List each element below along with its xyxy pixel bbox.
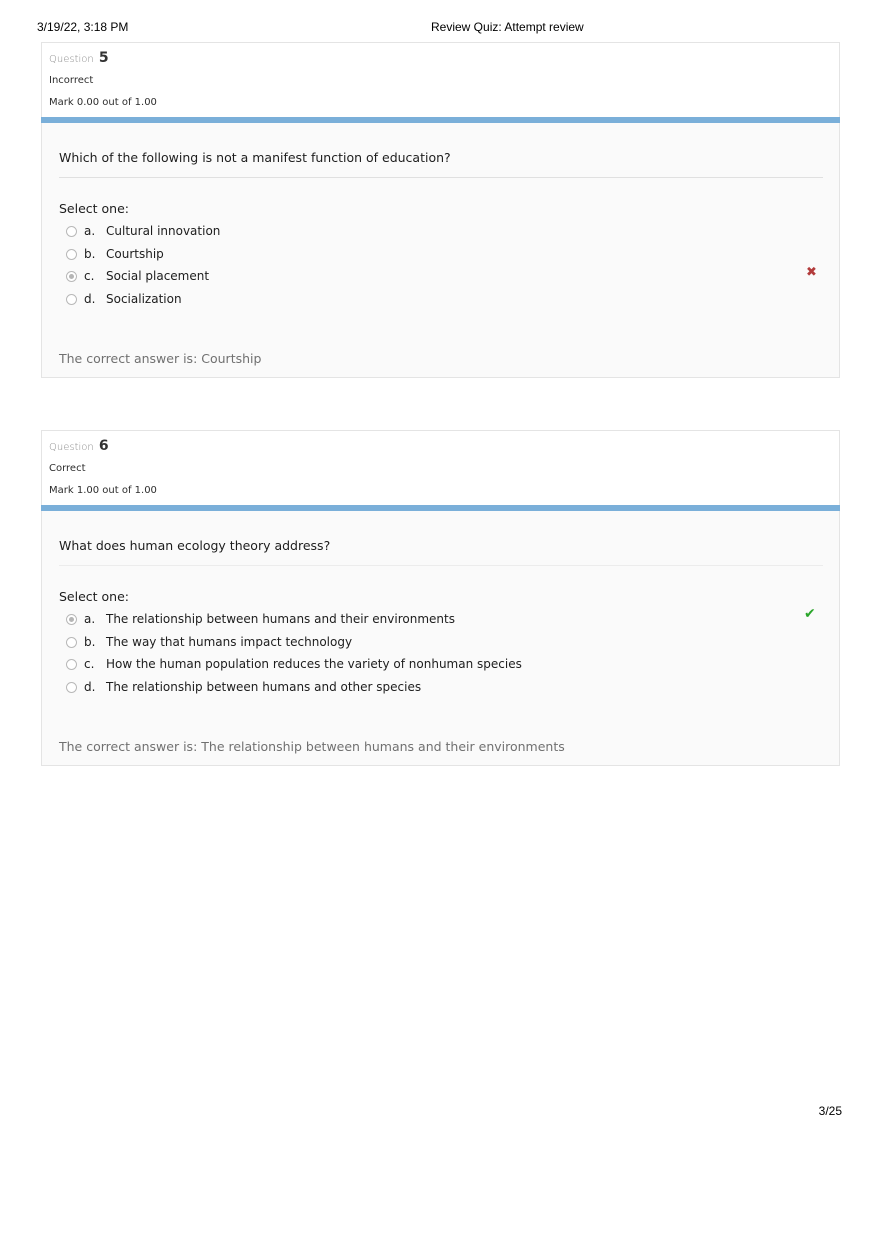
answer-letter: b. [84,246,96,261]
print-title: Review Quiz: Attempt review [431,20,584,34]
question-state: Incorrect [49,75,94,86]
radio-button-selected[interactable] [66,614,77,625]
answer-letter: c. [84,657,95,671]
answer-letter: d. [84,679,96,694]
answer-option-c[interactable] [62,656,822,679]
answer-text: Socialization [106,291,182,306]
correct-answer-feedback: The correct answer is: Courtship [59,351,262,366]
radio-button[interactable] [66,659,77,670]
question-text-divider [59,177,823,178]
select-prompt: Select one: [59,201,130,216]
question-info [41,42,840,117]
radio-button[interactable] [66,226,77,237]
answer-option-d[interactable] [62,291,822,314]
question-number-line [49,50,109,66]
correct-check-icon: ✔ [804,606,816,622]
answer-option-a[interactable] [62,611,822,634]
question-number: 6 [98,438,109,454]
answer-letter: c. [84,269,95,283]
radio-button[interactable] [66,682,77,693]
incorrect-x-icon: ✖ [806,265,817,280]
question-content [41,123,840,378]
page-number: 3/25 [818,1104,842,1118]
question-info [41,430,840,505]
question-grade: Mark 1.00 out of 1.00 [49,485,157,496]
question-number: 5 [98,50,109,66]
correct-answer-feedback: The correct answer is: The relationship between humans and their environments [59,739,565,754]
question-text-divider [59,565,823,566]
question-grade: Mark 0.00 out of 1.00 [49,97,157,108]
radio-button-selected[interactable] [66,271,77,282]
answer-letter: b. [84,634,96,649]
radio-button[interactable] [66,249,77,260]
question-text: What does human ecology theory address? [59,538,331,553]
select-prompt: Select one: [59,589,130,604]
question-label: Question [49,54,94,65]
question-state: Correct [49,463,86,474]
answer-text: How the human population reduces the variety of nonhuman species [106,657,522,671]
answer-option-b[interactable] [62,634,822,657]
answer-letter: a. [84,612,96,626]
answer-letter: a. [84,224,96,238]
answer-list [62,223,822,313]
answer-option-b[interactable] [62,246,822,269]
answer-text: Social placement [106,269,210,283]
print-date: 3/19/22, 3:18 PM [37,20,129,34]
answer-letter: d. [84,291,96,306]
question-number-line [49,438,109,454]
answer-list [62,611,822,701]
question-content [41,511,840,766]
answer-text: The relationship between humans and their environments [106,612,455,626]
answer-option-a[interactable] [62,223,822,246]
print-header [0,20,880,36]
answer-option-d[interactable] [62,679,822,702]
question-label: Question [49,442,94,453]
answer-option-c[interactable] [62,265,822,291]
answer-text: Cultural innovation [106,224,221,238]
answer-text: The relationship between humans and other species [106,679,422,694]
answer-text: The way that humans impact technology [106,634,353,649]
question-text: Which of the following is not a manifest function of education? [59,150,451,165]
question-6-card [41,430,840,766]
radio-button[interactable] [66,294,77,305]
question-5-card [41,42,840,378]
radio-button[interactable] [66,637,77,648]
answer-text: Courtship [106,246,164,261]
